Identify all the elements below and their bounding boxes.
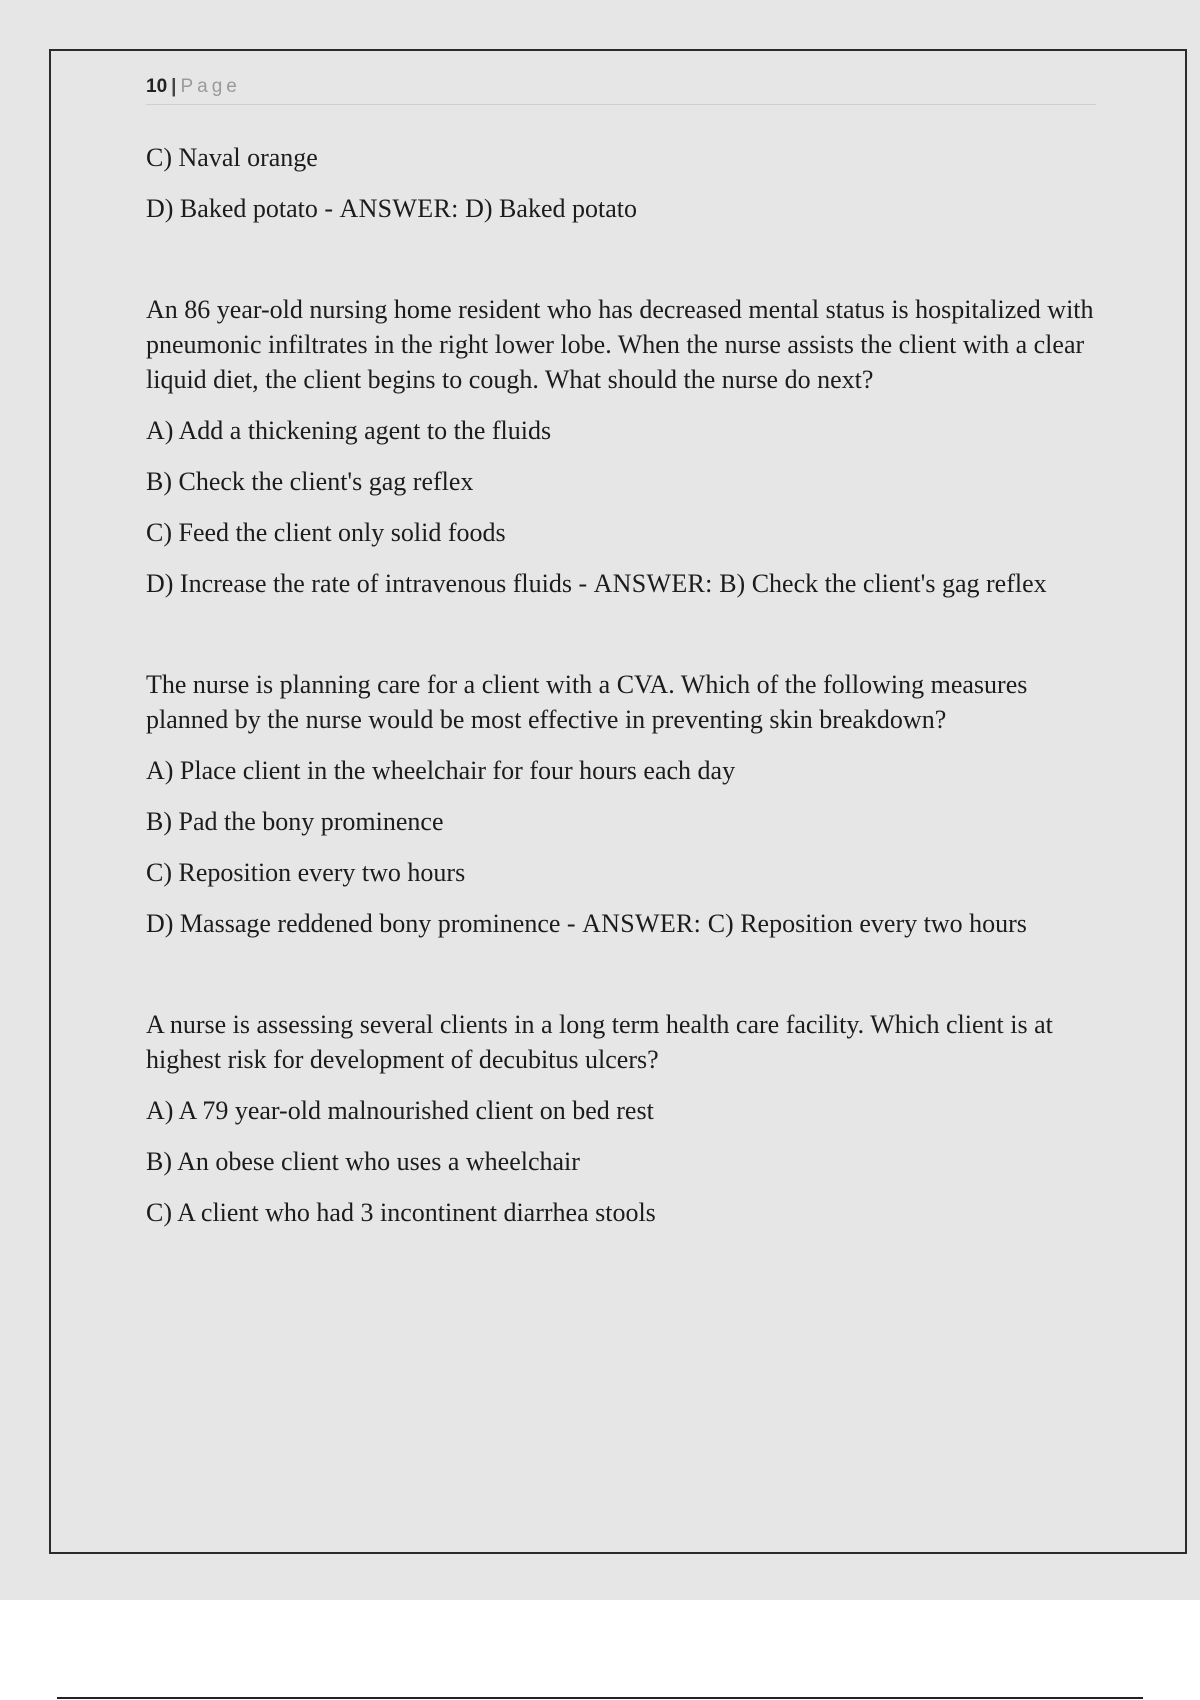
question-spacer — [146, 957, 1096, 1007]
question-block-3 — [146, 1007, 1096, 1230]
option-d: D) Massage reddened bony prominence - — [146, 909, 583, 938]
option-d-with-answer — [146, 906, 1096, 941]
answer-label: ANSWER: — [339, 194, 459, 223]
option-d: D) Baked potato - — [146, 194, 340, 223]
question-block-2 — [146, 667, 1096, 941]
page-number: 10 — [146, 76, 168, 97]
option-b: B) Pad the bony prominence — [146, 807, 444, 836]
option-c: C) Naval orange — [146, 143, 318, 172]
bottom-divider — [57, 1697, 1143, 1699]
question-block-1 — [146, 292, 1096, 601]
option-d: D) Increase the rate of intravenous fluids - — [146, 569, 594, 598]
question-stem: The nurse is planning care for a client with a CVA. Which of the following measures planned by the nurse would be most effective in preventing skin breakdown? — [146, 670, 1028, 734]
question-block-0 — [146, 140, 1096, 226]
page-separator: | — [171, 76, 177, 97]
question-stem: An 86 year-old nursing home resident who has decreased mental status is hospitalized with pneumonic infiltrates in the right lower lobe. When the nurse assists the client with a clear liquid diet, the client begins to cough. What should the nurse do next? — [146, 295, 1094, 394]
document-body — [146, 140, 1096, 1246]
option-a: A) Add a thickening agent to the fluids — [146, 416, 552, 445]
page-header — [146, 74, 1096, 105]
page-word: Page — [180, 76, 241, 97]
question-spacer — [146, 617, 1096, 667]
option-d-with-answer — [146, 566, 1096, 601]
answer-text: D) Baked potato — [458, 194, 637, 223]
option-c: C) Reposition every two hours — [146, 858, 466, 887]
option-c: C) Feed the client only solid foods — [146, 518, 506, 547]
option-b: B) An obese client who uses a wheelchair — [146, 1147, 580, 1176]
answer-text: B) Check the client's gag reflex — [712, 569, 1047, 598]
question-stem: A nurse is assessing several clients in a long term health care facility. Which client is at highest risk for development of decubitus ulcers? — [146, 1010, 1053, 1074]
option-c: C) A client who had 3 incontinent diarrhea stools — [146, 1198, 656, 1227]
answer-label: ANSWER: — [582, 909, 702, 938]
answer-text: C) Reposition every two hours — [701, 909, 1027, 938]
answer-label: ANSWER: — [593, 569, 713, 598]
option-b: B) Check the client's gag reflex — [146, 467, 474, 496]
option-a: A) Place client in the wheelchair for four hours each day — [146, 756, 736, 785]
option-d-with-answer — [146, 191, 1096, 226]
question-spacer — [146, 242, 1096, 292]
option-a: A) A 79 year-old malnourished client on bed rest — [146, 1096, 654, 1125]
